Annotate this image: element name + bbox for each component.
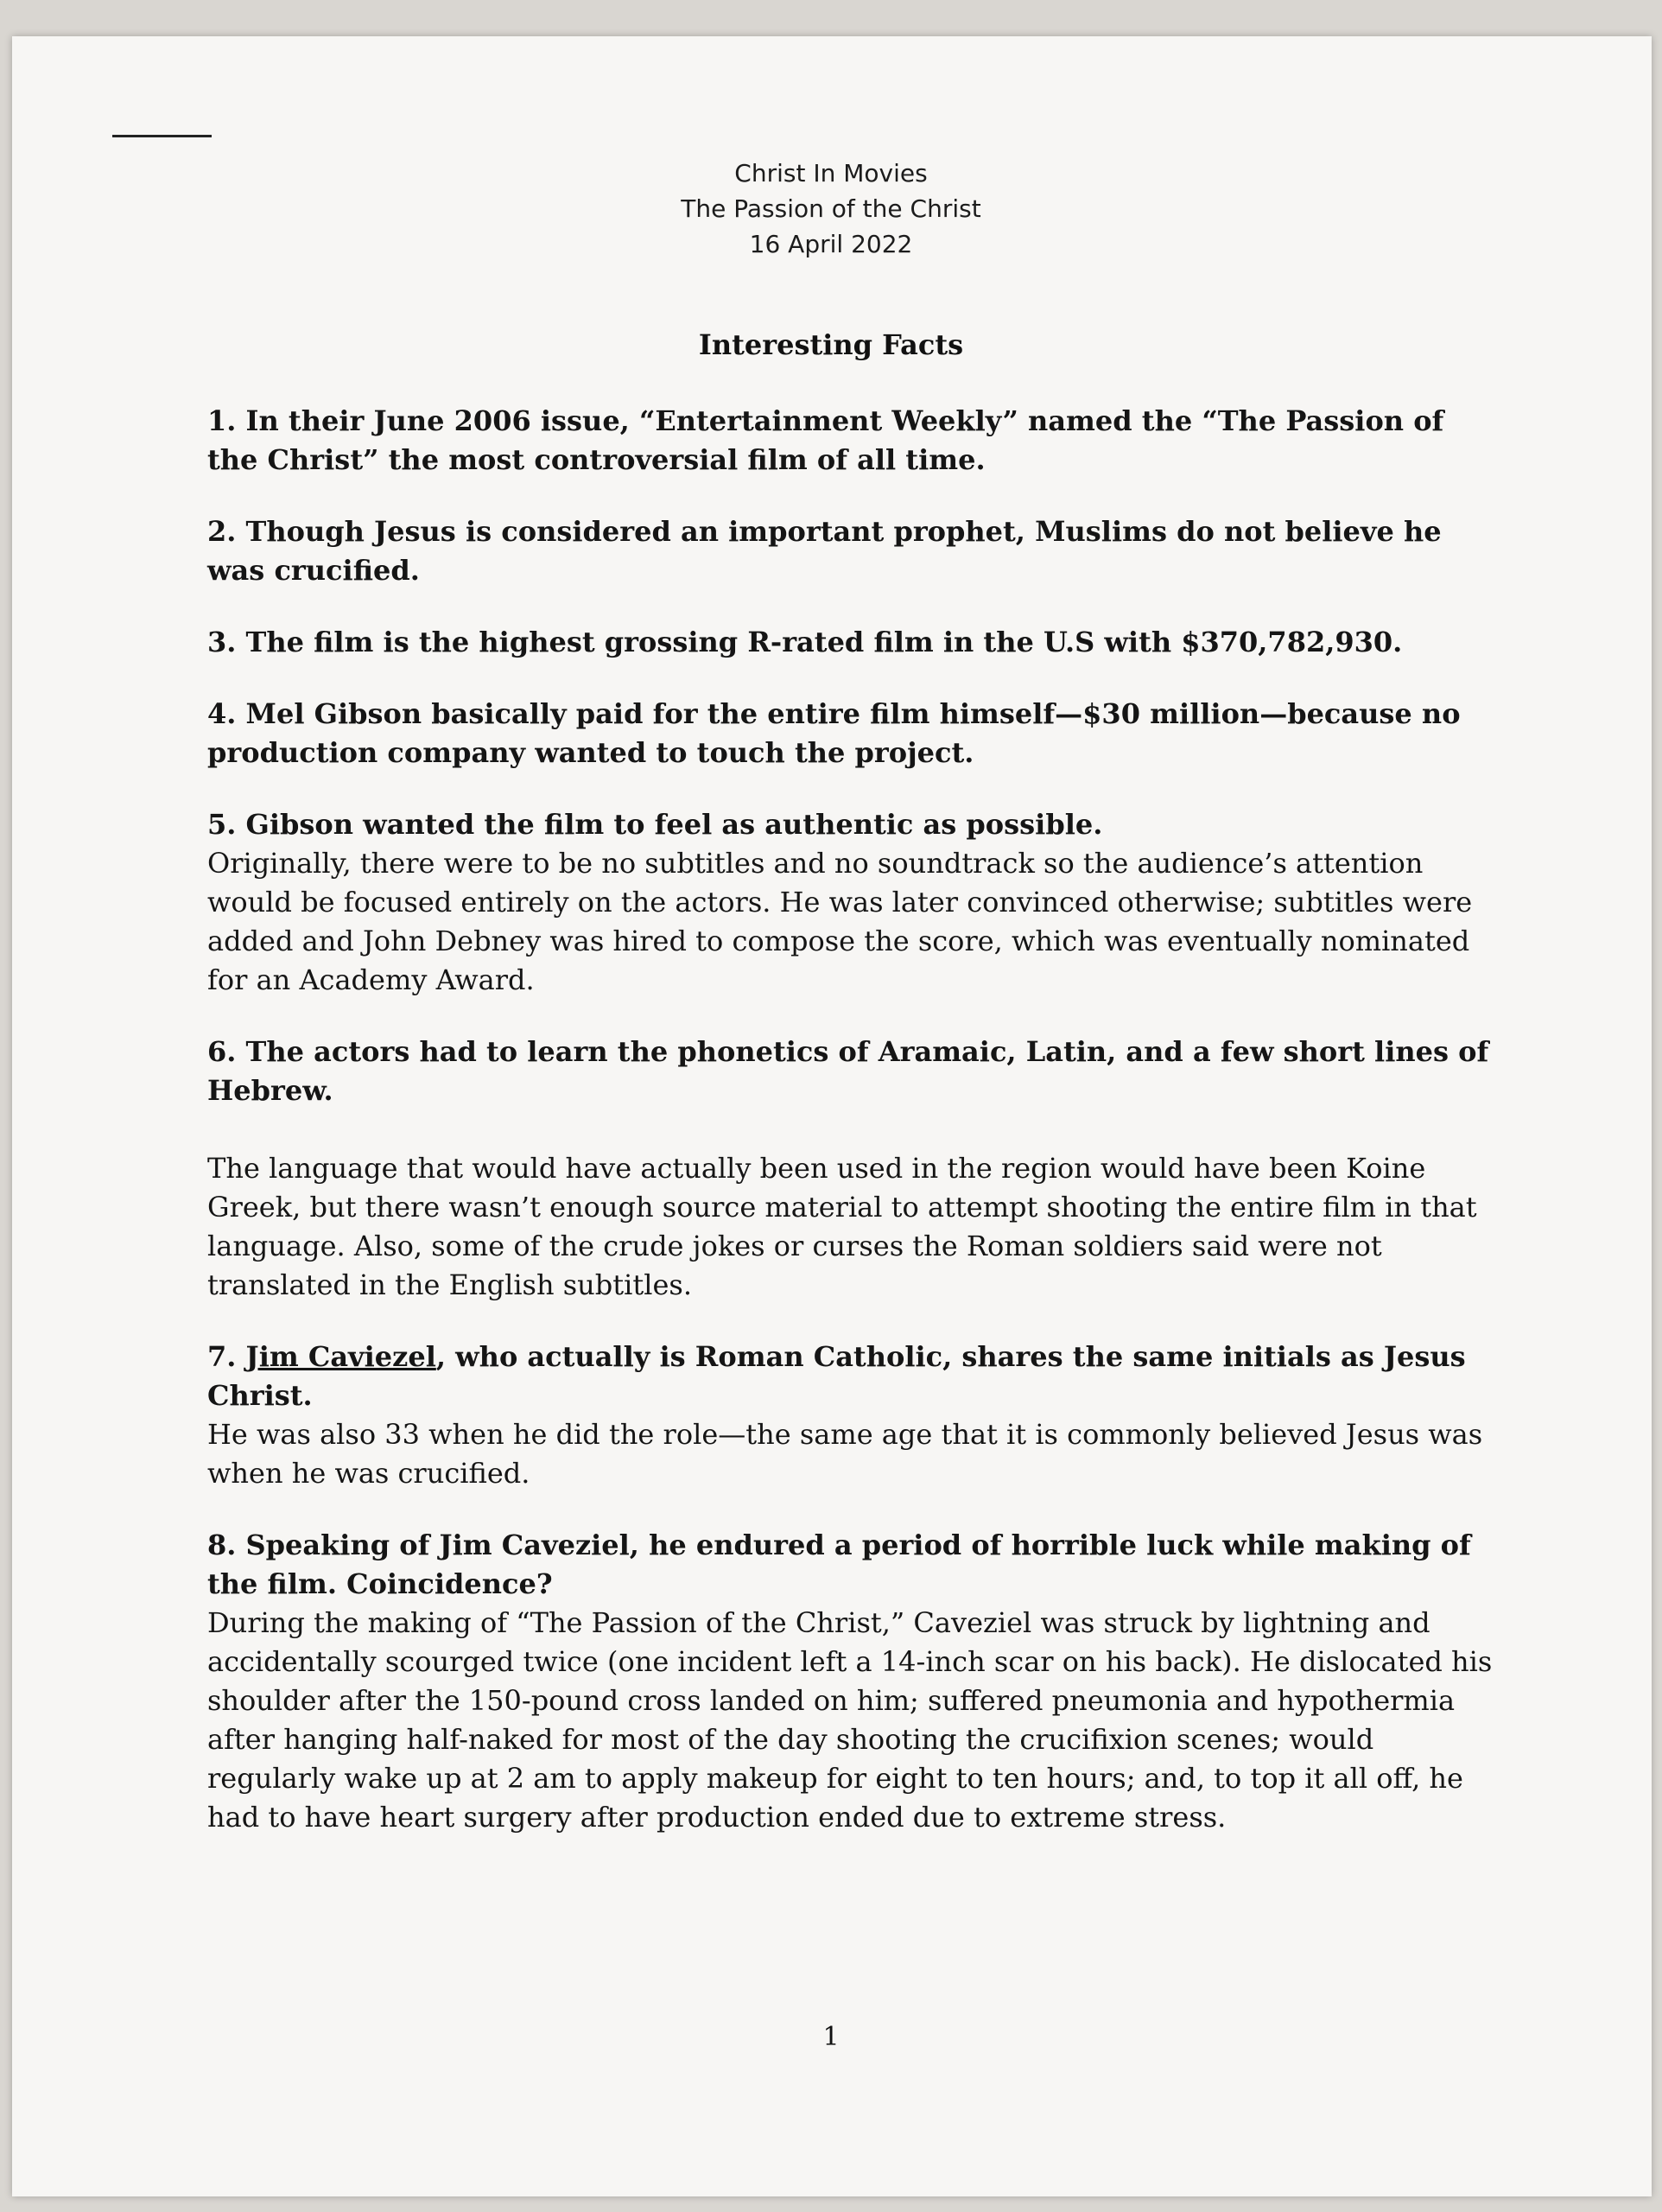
fact-body: The language that would have actually been used in the region would have been Koine Greek, but there wasn’t enough source material to attempt shooting the entire film in that language. Also, some of the crude jokes or curses the Roman soldiers said were not translated in the English subtitles. (207, 1152, 1477, 1301)
section-title: Interesting Facts (698, 328, 964, 361)
fact-heading-rest: , who actually is Roman Catholic, shares the same initials as Jesus Christ. (207, 1340, 1466, 1412)
fact-heading: 5. Gibson wanted the film to feel as authentic as possible. (207, 808, 1103, 841)
fact-5 (207, 805, 1503, 1000)
header-date: 16 April 2022 (749, 230, 913, 258)
fact-8 (207, 1526, 1503, 1837)
fact-6 (207, 1033, 1503, 1305)
fact-1 (207, 402, 1503, 480)
fact-heading: 2. Though Jesus is considered an important prophet, Muslims do not believe he was crucified. (207, 515, 1442, 587)
underlined-name: Jim Caviezel (245, 1340, 436, 1373)
header-series-title: Christ In Movies (734, 159, 928, 188)
fact-heading: 3. The film is the highest grossing R-rated film in the U.S with $370,782,930. (207, 626, 1403, 658)
fact-body: During the making of “The Passion of the Christ,” Caveziel was struck by lightning and accidentally scourged twice (one incident left a 14-inch scar on his back). He dislocated his shoulder after the 150-pound cross landed on him; suffered pneumonia and hypothermia after hanging half-naked for most of the day shooting the crucifixion scenes; would regularly wake up at 2 am to apply makeup for eight to ten hours; and, to top it all off, he had to have heart surgery after production ended due to extreme stress. (207, 1606, 1493, 1834)
fact-heading (207, 1338, 1503, 1415)
facts-list (207, 402, 1503, 1870)
document-header (0, 156, 1662, 262)
fact-heading: 6. The actors had to learn the phonetics of Aramaic, Latin, and a few short lines of Hebrew. (207, 1035, 1489, 1107)
fact-body: He was also 33 when he did the role—the same age that it is commonly believed Jesus was when he was crucified. (207, 1418, 1483, 1490)
header-film-title: The Passion of the Christ (681, 194, 981, 223)
fact-body: Originally, there were to be no subtitles and no soundtrack so the audience’s attention would be focused entirely on the actors. He was later convinced otherwise; subtitles were added and John Debney was hired to compose the score, which was eventually nominated for an Academy Award. (207, 847, 1473, 996)
fact-number: 7. (207, 1340, 246, 1373)
fact-4 (207, 695, 1503, 772)
fact-heading: 8. Speaking of Jim Caveziel, he endured a period of horrible luck while making of the film. Coincidence? (207, 1529, 1471, 1600)
fact-7 (207, 1338, 1503, 1493)
pen-mark (112, 135, 212, 137)
fact-2 (207, 512, 1503, 590)
fact-heading: 4. Mel Gibson basically paid for the entire film himself—$30 million—because no production company wanted to touch the project. (207, 697, 1461, 769)
page-number: 1 (822, 2022, 840, 2052)
fact-3 (207, 623, 1503, 662)
fact-heading: 1. In their June 2006 issue, “Entertainment Weekly” named the “The Passion of the Christ” the most controversial film of all time. (207, 404, 1444, 476)
